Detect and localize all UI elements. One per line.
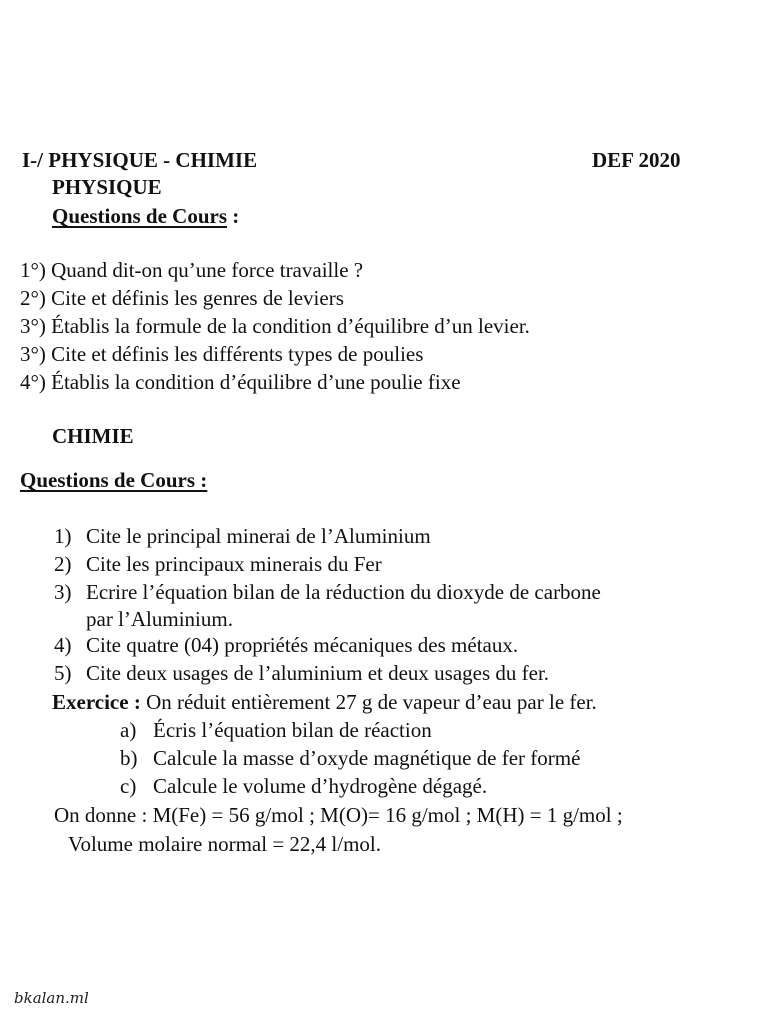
chimie-question-continuation: par l’Aluminium. [86,607,233,631]
chimie-questions-heading: Questions de Cours : [20,468,208,492]
exercise-text: On réduit entièrement 27 g de vapeur d’eau par le fer. [146,690,597,714]
exercise-item-text: Calcule le volume d’hydrogène dégagé. [153,774,488,798]
chimie-question-number: 1) [54,524,72,548]
chimie-question-number: 3) [54,580,72,604]
exercise-item-letter: a) [120,718,137,742]
physique-questions-heading [52,203,239,229]
chimie-question-text: Cite les principaux minerais du Fer [86,552,382,576]
chimie-question-text: Ecrire l’équation bilan de la réduction du dioxyde de carbone [86,580,601,604]
chimie-question-text: Cite quatre (04) propriétés mécaniques des métaux. [86,633,519,657]
physique-questions-heading-text: Questions de Cours [52,204,228,228]
chimie-question-text: Cite le principal minerai de l’Aluminium [86,524,431,548]
chimie-question-number: 5) [54,661,72,685]
physique-question: 3°) Cite et définis les différents types de poulies [20,342,424,366]
chimie-question-text: Cite deux usages de l’aluminium et deux usages du fer. [86,661,550,685]
physique-question: 3°) Établis la formule de la condition d’équilibre d’un levier. [20,314,530,338]
exercise-item-letter: b) [120,746,138,770]
exercise-item-letter: c) [120,774,137,798]
site-watermark: bkalan.ml [14,989,89,1007]
exercise-statement [52,689,597,715]
physique-question: 4°) Établis la condition d’équilibre d’une poulie fixe [20,370,461,394]
physique-questions-heading-colon: : [227,204,240,228]
chimie-question-number: 2) [54,552,72,576]
chimie-title: CHIMIE [52,424,134,448]
exercise-label: Exercice : [52,690,141,714]
given-data-line: On donne : M(Fe) = 56 g/mol ; M(O)= 16 g/mol ; M(H) = 1 g/mol ; [54,803,623,827]
physique-question: 1°) Quand dit-on qu’une force travaille ? [20,258,364,282]
exercise-item-text: Écris l’équation bilan de réaction [153,718,432,742]
molar-volume-line: Volume molaire normal = 22,4 l/mol. [68,832,382,856]
physique-question: 2°) Cite et définis les genres de leviers [20,286,344,310]
subject-title: PHYSIQUE [52,175,162,199]
chimie-question-number: 4) [54,633,72,657]
exercise-item-text: Calcule la masse d’oxyde magnétique de fer formé [153,746,581,770]
section-title: I-/ PHYSIQUE - CHIMIE [22,148,258,172]
exam-label: DEF 2020 [592,148,681,172]
